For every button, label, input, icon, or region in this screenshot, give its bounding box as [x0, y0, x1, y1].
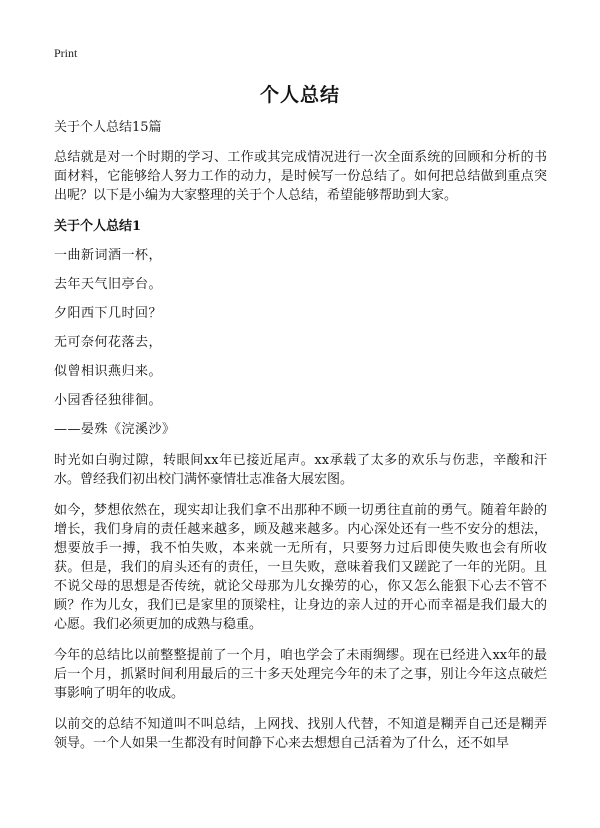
poem-attribution: ——晏殊《浣溪沙》	[54, 422, 176, 437]
poem-line: 夕阳西下几时回？	[54, 306, 163, 321]
poem-line: 似曾相识燕归来。	[54, 364, 163, 379]
intro-paragraph: 总结就是对一个时期的学习、工作或其完成情况进行一次全面系统的回顾和分析的书面材料，它能够给人努力工作的动力，是时候写一份总结了。如何把总结做到重点突出呢？以下是小编为大家整理的关于个人总结，希望能够帮助到大家。	[54, 150, 547, 203]
poem-line: 无可奈何花落去，	[54, 335, 163, 350]
body-paragraph: 今年的总结比以前整整提前了一个月，咱也学会了未雨绸缪。现在已经进入xx年的最后一个月，抓紧时间利用最后的三十多天处理完今年的未了之事，别让今年这点破烂事影响了明年的收成。	[54, 648, 547, 701]
body-paragraph: 时光如白驹过隙，转眼间xx年已接近尾声。xx承载了太多的欢乐与伤悲，辛酸和汗水。曾经我们初出校门满怀豪情壮志准备大展宏图。	[54, 453, 547, 487]
poem-line: 小园香径独徘徊。	[54, 393, 163, 408]
document-subtitle: 关于个人总结15篇	[54, 120, 162, 135]
section-heading: 关于个人总结1	[54, 219, 142, 234]
body-paragraph: 以前交的总结不知道叫不叫总结，上网找、找别人代替，不知道是糊弄自己还是糊弄领导。一个人如果一生都没有时间静下心来去想想自己活着为了什么，还不如早	[54, 717, 547, 751]
print-link[interactable]: Print	[54, 46, 78, 60]
poem-line: 一曲新词酒一杯，	[54, 248, 163, 263]
poem-line: 去年天气旧亭台。	[54, 277, 163, 292]
page-title: 个人总结	[259, 84, 340, 106]
document-body	[54, 118, 547, 765]
body-paragraph: 如今，梦想依然在，现实却让我们拿不出那种不顾一切勇往直前的勇气。随着年龄的增长，我们身肩的责任越来越多，顾及越来越多。内心深处还有一些不安分的想法，想要放手一搏，我不怕失败，本来就一无所有，只要努力过后即使失败也会有所收获。但是，我们的肩头还有的责任，一旦失败，意味着我们又蹉跎了一年的光阴。且不说父母的思想是否传统，就论父母那为儿女操劳的心，你又怎么能狠下心去不管不顾？作为儿女，我们已是家里的顶梁柱，让身边的亲人过的开心而幸福是我们最大的心愿。我们必须更加的成熟与稳重。	[54, 503, 547, 632]
